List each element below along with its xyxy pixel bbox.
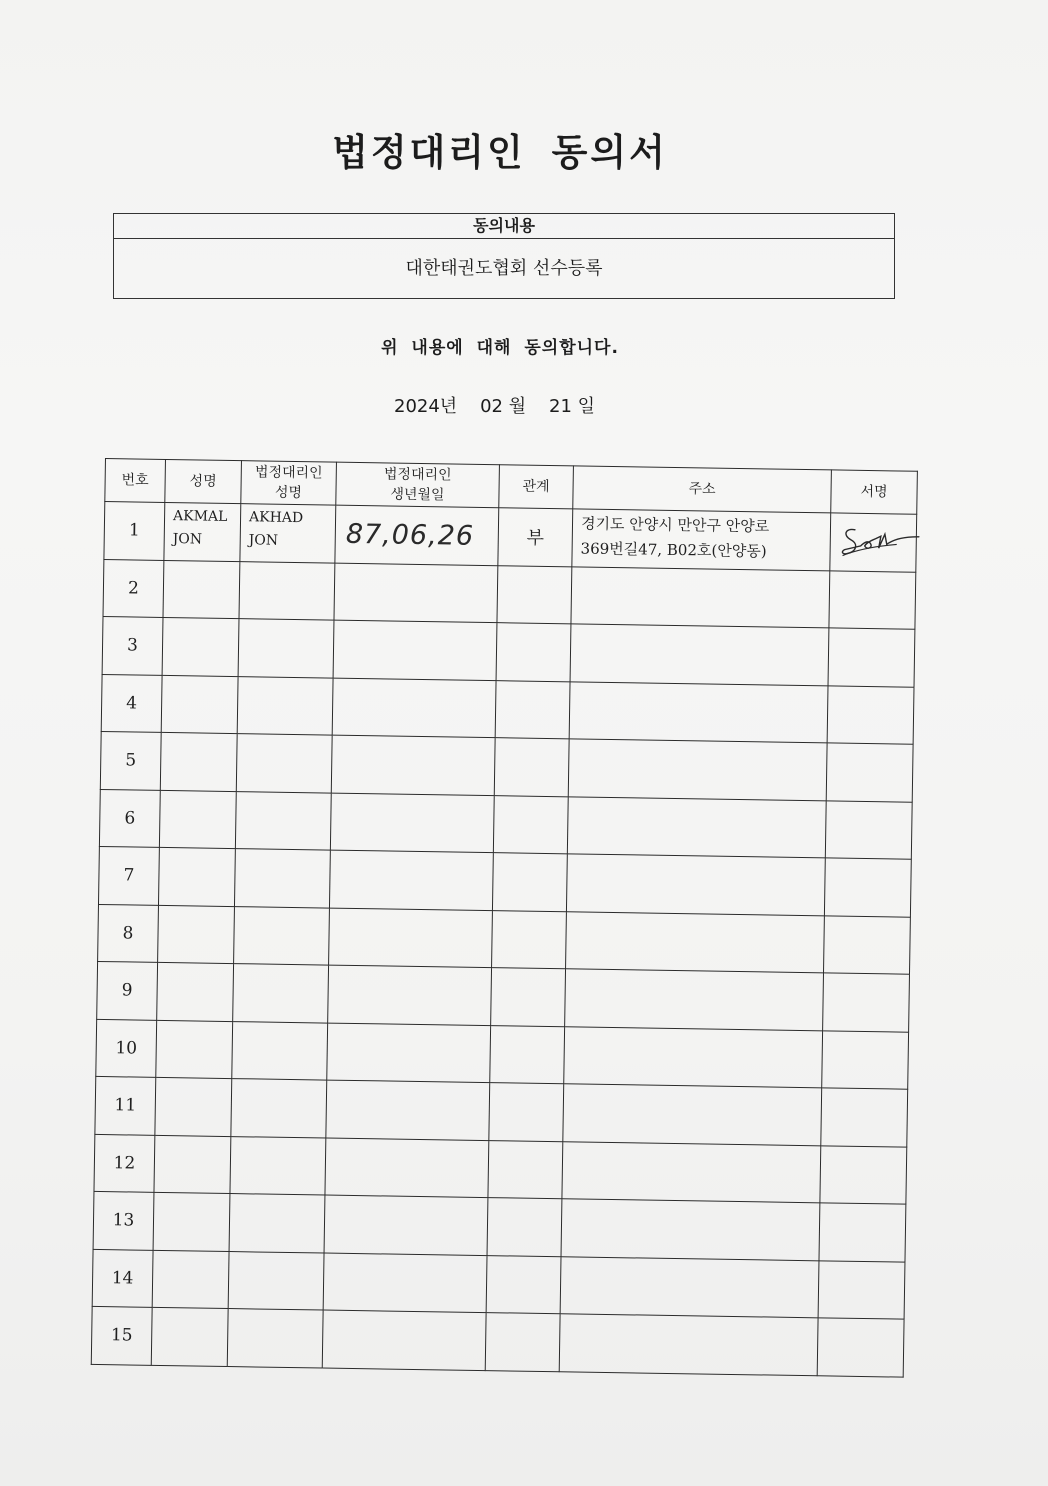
address bbox=[566, 854, 825, 916]
address bbox=[562, 1141, 821, 1203]
row-number: 13 bbox=[93, 1191, 154, 1249]
relation bbox=[493, 795, 568, 854]
address bbox=[564, 1026, 823, 1088]
row-number: 10 bbox=[96, 1019, 157, 1077]
address-line1: 경기도 안양시 만안구 안양로 bbox=[580, 514, 770, 536]
signature-cell bbox=[830, 513, 917, 572]
header-guardian-name bbox=[241, 461, 337, 505]
relation bbox=[491, 968, 566, 1027]
guardian-birthdate bbox=[329, 908, 493, 968]
relation bbox=[492, 910, 567, 969]
guardian-name bbox=[229, 1194, 325, 1253]
relation bbox=[492, 853, 567, 912]
guardian-birthdate bbox=[331, 735, 495, 795]
relation bbox=[497, 565, 572, 624]
consent-date bbox=[394, 392, 595, 418]
agreement-statement: 위 내용에 대해 동의합니다. bbox=[381, 338, 619, 358]
guardian-name bbox=[230, 1136, 326, 1195]
row-number: 2 bbox=[103, 559, 164, 617]
address bbox=[571, 566, 830, 628]
player-name bbox=[153, 1192, 230, 1251]
signature-cell bbox=[824, 858, 911, 917]
player-name bbox=[158, 905, 235, 964]
document-title: 법정대리인 동의서 bbox=[332, 131, 668, 174]
row-number: 4 bbox=[101, 674, 162, 732]
player-name-line2: JON bbox=[172, 531, 203, 548]
player-name bbox=[162, 617, 239, 676]
address bbox=[565, 969, 824, 1031]
guardian-name-line1: AKHAD bbox=[248, 509, 304, 527]
relation bbox=[486, 1255, 561, 1314]
guardian-birthdate bbox=[334, 563, 498, 623]
signature-cell bbox=[818, 1260, 905, 1319]
player-name bbox=[155, 1077, 232, 1136]
signature-cell bbox=[820, 1145, 907, 1204]
address bbox=[569, 681, 828, 743]
guardian-name bbox=[233, 964, 329, 1023]
row-number: 1 bbox=[104, 502, 165, 560]
header-address: 주소 bbox=[573, 466, 832, 513]
relation bbox=[489, 1083, 564, 1142]
signature-cell bbox=[828, 628, 915, 687]
row-number: 5 bbox=[100, 731, 161, 789]
address bbox=[559, 1314, 818, 1376]
signature-cell bbox=[826, 743, 913, 802]
relation bbox=[490, 1025, 565, 1084]
relation bbox=[488, 1140, 563, 1199]
row-number: 11 bbox=[95, 1076, 156, 1134]
date-year: 2024년 bbox=[394, 396, 458, 417]
header-number: 번호 bbox=[105, 459, 166, 503]
guardian-name bbox=[227, 1309, 323, 1368]
consent-content-box bbox=[113, 213, 895, 299]
row-number: 9 bbox=[97, 961, 158, 1019]
row-number: 3 bbox=[102, 616, 163, 674]
header-guardian-name-line2: 성명 bbox=[274, 484, 303, 502]
table-row bbox=[91, 1306, 904, 1376]
header-guardian-birth-line1: 법정대리인 bbox=[383, 466, 452, 484]
date-month-unit: 월 bbox=[508, 396, 527, 417]
guardian-birthdate bbox=[328, 965, 492, 1025]
row-number: 6 bbox=[99, 789, 160, 847]
player-name bbox=[156, 1020, 233, 1079]
header-name: 성명 bbox=[165, 459, 242, 503]
guardian-birthdate bbox=[327, 1023, 491, 1083]
player-name bbox=[164, 502, 241, 561]
address bbox=[563, 1084, 822, 1146]
player-name bbox=[160, 732, 237, 791]
signature-cell bbox=[824, 915, 911, 974]
relation bbox=[485, 1313, 560, 1372]
relation bbox=[487, 1198, 562, 1257]
player-name bbox=[159, 790, 236, 849]
guardian-birthdate bbox=[323, 1253, 487, 1313]
address bbox=[567, 796, 826, 858]
guardian-name bbox=[228, 1251, 324, 1310]
consent-content-text: 대한태권도협회 선수등록 bbox=[405, 258, 603, 279]
row-number: 12 bbox=[94, 1134, 155, 1192]
guardian-name bbox=[240, 504, 336, 563]
guardian-name bbox=[235, 791, 331, 850]
guardian-name bbox=[232, 1021, 328, 1080]
signature-cell bbox=[825, 800, 912, 859]
guardian-consent-table bbox=[91, 458, 918, 1377]
header-guardian-name-line1: 법정대리인 bbox=[254, 464, 323, 482]
player-name bbox=[151, 1307, 228, 1366]
player-name bbox=[154, 1135, 231, 1194]
address bbox=[566, 911, 825, 973]
row-number: 8 bbox=[98, 904, 159, 962]
row-number: 15 bbox=[91, 1306, 152, 1364]
player-name bbox=[163, 560, 240, 619]
date-day-unit: 일 bbox=[577, 396, 596, 417]
date-day: 21 bbox=[549, 396, 572, 417]
address bbox=[572, 509, 831, 571]
guardian-birthdate bbox=[322, 1310, 486, 1370]
handwritten-signature bbox=[836, 522, 923, 563]
signature-cell bbox=[817, 1318, 904, 1377]
address bbox=[570, 624, 829, 686]
relation bbox=[494, 738, 569, 797]
guardian-name bbox=[234, 849, 330, 908]
relation: 부 bbox=[498, 508, 573, 567]
signature-cell bbox=[829, 570, 916, 629]
player-name bbox=[161, 675, 238, 734]
header-guardian-birth bbox=[336, 462, 500, 508]
header-guardian-birth-line2: 생년월일 bbox=[390, 486, 445, 504]
guardian-name bbox=[231, 1079, 327, 1138]
relation bbox=[495, 680, 570, 739]
row-number: 14 bbox=[92, 1249, 153, 1307]
guardian-name bbox=[236, 734, 332, 793]
address bbox=[561, 1199, 820, 1261]
player-name bbox=[158, 847, 235, 906]
row-number: 7 bbox=[98, 846, 159, 904]
guardian-name bbox=[237, 676, 333, 735]
signature-cell bbox=[823, 973, 910, 1032]
guardian-birthdate bbox=[325, 1138, 489, 1198]
guardian-name-line2: JON bbox=[248, 532, 279, 549]
signature-cell bbox=[822, 1030, 909, 1089]
guardian-birthdate bbox=[332, 678, 496, 738]
player-name bbox=[157, 962, 234, 1021]
signature-cell bbox=[827, 685, 914, 744]
player-name-line1: AKMAL bbox=[172, 508, 228, 525]
date-month: 02 bbox=[480, 396, 503, 417]
guardian-birthdate bbox=[329, 850, 493, 910]
address bbox=[568, 739, 827, 801]
signature-cell bbox=[819, 1203, 906, 1262]
guardian-table-wrapper bbox=[91, 458, 917, 1377]
guardian-name bbox=[234, 906, 330, 965]
header-relation: 관계 bbox=[499, 465, 574, 509]
guardian-birthdate bbox=[330, 793, 494, 853]
consent-content-header: 동의내용 bbox=[114, 214, 894, 239]
address bbox=[560, 1256, 819, 1318]
guardian-birthdate-handwritten: 87,06,26 bbox=[335, 505, 499, 565]
guardian-birthdate bbox=[326, 1080, 490, 1140]
guardian-birthdate bbox=[324, 1195, 488, 1255]
address-line2: 369번길47, B02호(안양동) bbox=[580, 539, 767, 561]
guardian-name bbox=[238, 619, 334, 678]
relation bbox=[496, 623, 571, 682]
player-name bbox=[152, 1250, 229, 1309]
guardian-name bbox=[239, 561, 335, 620]
guardian-birthdate bbox=[333, 620, 497, 680]
signature-cell bbox=[821, 1088, 908, 1147]
header-signature: 서명 bbox=[831, 470, 918, 514]
